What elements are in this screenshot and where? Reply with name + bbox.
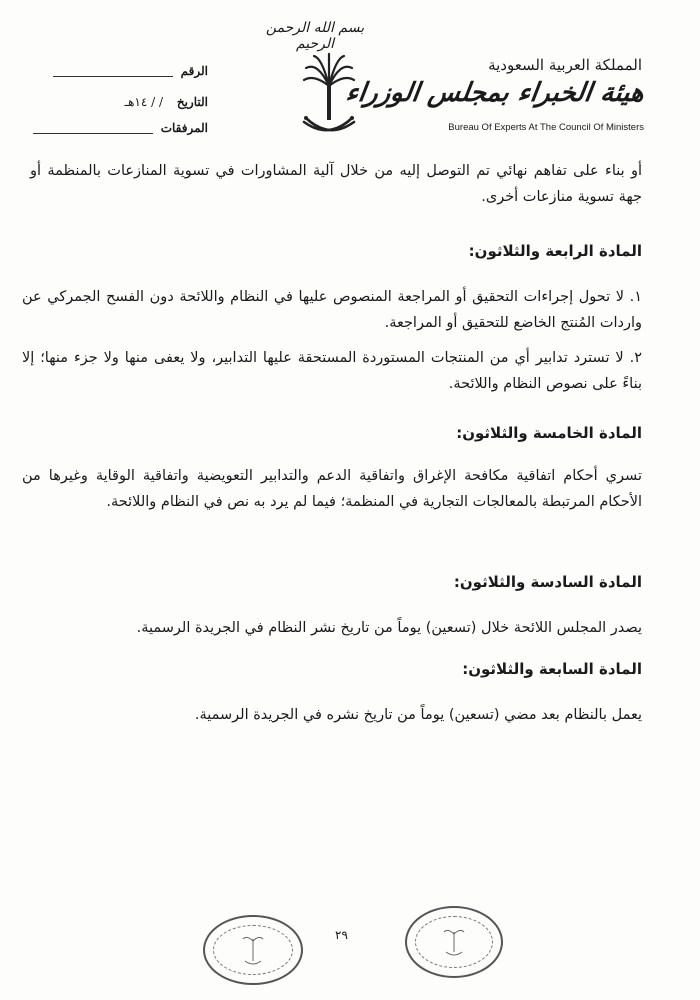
article-35-heading: المادة الخامسة والثلاثون: (456, 424, 642, 442)
number-line (53, 66, 173, 77)
reference-number-field (28, 64, 208, 78)
article-37-text: يعمل بالنظام بعد مضي (تسعين) يوماً من تاريخ نشره في الجريدة الرسمية. (194, 707, 642, 723)
article-34-clause-2: ٢. لا تسترد تدابير أي من المنتجات المستوردة المستحقة عليها التدابير، ولا يعفى منها ولا جزء منها؛ إلا بناءً على نصوص النظام واللائحة. (22, 350, 642, 392)
page-number: ٢٩ (335, 928, 348, 942)
attachments-line (33, 123, 153, 134)
article-37-heading: المادة السابعة والثلاثون: (462, 660, 642, 678)
intro-paragraph: أو بناء على تفاهم نهائي تم التوصل إليه من خلال آلية المشاورات في تسوية المنازعات بالمنظمة أو جهة تسوية منازعات أخرى. (30, 163, 642, 205)
bureau-name-arabic: هيئة الخبراء بمجلس الوزراء (343, 78, 647, 108)
date-label: التاريخ (176, 95, 208, 109)
official-stamp-left (203, 915, 303, 985)
attachments-field (28, 121, 208, 135)
article-35-text: تسري أحكام اتفاقية مكافحة الإغراق واتفاقية الدعم والتدابير التعويضية واتفاقية الوقاية وغيرها من الأحكام المرتبطة بالمعالجات التجارية في المنظمة؛ فيما لم يرد به نص في النظام واللائحة. (22, 468, 642, 510)
article-36-heading: المادة السادسة والثلاثون: (453, 573, 642, 591)
kingdom-name: المملكة العربية السعودية (488, 56, 642, 74)
article-34-clause-1: ١. لا تحول إجراءات التحقيق أو المراجعة المنصوص عليها في النظام واللائحة دون الفسح الجمركي عن واردات المُنتج الخاضع للتحقيق أو المراجعة. (22, 289, 642, 331)
bureau-name-english: Bureau Of Experts At The Council Of Ministers (448, 122, 644, 133)
article-36-text: يصدر المجلس اللائحة خلال (تسعين) يوماً من تاريخ نشر النظام في الجريدة الرسمية. (136, 620, 642, 636)
number-label: الرقم (180, 64, 208, 78)
date-value: / / ١٤هـ (124, 95, 164, 109)
basmala: بسم الله الرحمن الرحيم (265, 20, 365, 52)
stamp-emblem-icon (205, 917, 301, 983)
official-stamp-right (405, 906, 503, 978)
stamp-emblem-icon (407, 908, 501, 976)
article-34-heading: المادة الرابعة والثلاثون: (468, 242, 642, 260)
letterhead (0, 0, 700, 150)
attachments-label: المرفقات (160, 121, 208, 135)
date-field (28, 95, 208, 109)
